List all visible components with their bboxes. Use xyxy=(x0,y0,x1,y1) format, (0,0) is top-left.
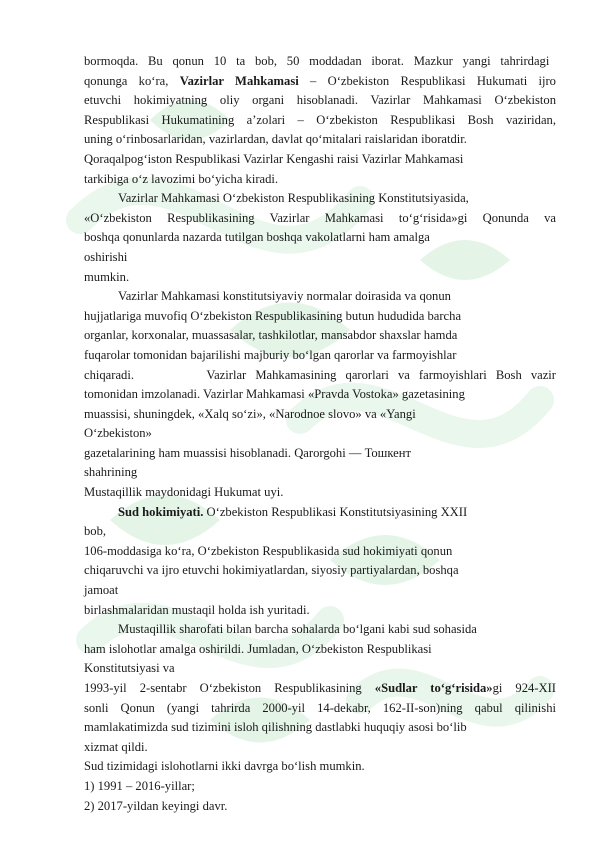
text-line xyxy=(84,777,556,797)
text-line xyxy=(84,228,556,248)
text-line xyxy=(84,581,556,601)
line-text: Mustaqillik sharofati bilan barcha sohalarda bo‘lgani kabi sud sohasida xyxy=(118,622,477,637)
line-text: gi 924-XII xyxy=(492,681,556,695)
line-text: organlar, korxonalar, muassasalar, tashkilotlar, mansabdor shaxslar hamda xyxy=(84,328,458,343)
line-text: Vazirlar Mahkamasi O‘zbekiston Respublikasining Konstitutsiyasida, xyxy=(118,191,469,206)
line-text: «O‘zbekiston Respublikasining Vazirlar Mahkamasi to‘g‘risida»gi Qonunda va xyxy=(84,210,556,225)
section-heading: Sud hokimiyati. xyxy=(118,504,204,519)
line-text: chiqaruvchi va ijro etuvchi hokimiyatlardan, siyosiy partiyalardan, boshqa xyxy=(84,563,459,578)
line-text: – O‘zbekiston Respublikasi Hukumati ijro xyxy=(298,73,556,88)
bold-term: «Sudlar to‘g‘risida» xyxy=(374,681,493,695)
line-text: fuqarolar tomonidan bajarilishi majburiy bo‘lgan qarorlar va farmoyishlar xyxy=(84,347,457,362)
text-line xyxy=(84,287,556,307)
text-line xyxy=(84,601,556,621)
line-text: jamoat xyxy=(84,583,119,598)
text-line xyxy=(84,248,556,268)
text-line xyxy=(84,189,556,209)
line-text: chiqaradi. Vazirlar Mahkamasining qarorlari va farmoyishlari Bosh vazir xyxy=(84,367,556,382)
document-page xyxy=(84,52,556,816)
text-line xyxy=(84,699,556,719)
text-line xyxy=(84,542,556,562)
line-text: xizmat qildi. xyxy=(84,739,148,754)
text-line xyxy=(84,463,556,483)
text-line xyxy=(84,366,556,386)
line-text: Respublikasi Hukumatining a’zolari – O‘zbekiston Respublikasi Bosh vaziridan, xyxy=(84,112,556,127)
bold-term: Vazirlar Mahkamasi xyxy=(179,73,299,88)
line-text: bormoqda. Bu qonun 10 ta bob, 50 moddadan iborat. Mazkur yangi tahrirdagi xyxy=(84,54,550,68)
line-text: gazetalarining ham muassisi hisoblanadi. Qarorgohi — Тошкент xyxy=(84,445,411,460)
text-line xyxy=(84,72,556,92)
line-text: hujjatlariga muvofiq O‘zbekiston Respublikasining butun hududida barcha xyxy=(84,308,462,323)
line-text: birlashmalaridan mustaqil holda ish yuritadi. xyxy=(84,602,310,617)
text-line xyxy=(84,52,556,72)
line-text: sonli Qonun (yangi tahrirda 2000-yil 14-dekabr, 162-II-son)ning qabul qilinishi xyxy=(84,700,556,715)
text-line xyxy=(84,346,556,366)
line-text: 1993-yil 2-sentabr O‘zbekiston Respublikasining xyxy=(84,681,375,695)
line-text: Konstitutsiyasi va xyxy=(84,661,175,676)
line-text: Vazirlar Mahkamasi konstitutsiyaviy normalar doirasida va qonun xyxy=(118,289,451,304)
text-line xyxy=(84,797,556,817)
line-text: Sud tizimidagi islohotlarni ikki davrga bo‘lish mumkin. xyxy=(84,759,365,774)
text-line xyxy=(84,424,556,444)
line-text: Mustaqillik maydonidagi Hukumat uyi. xyxy=(84,485,284,500)
line-text: shahrining xyxy=(84,465,138,480)
line-text: tarkibiga o‘z lavozimi bo‘yicha kiradi. xyxy=(84,171,279,186)
text-line xyxy=(84,444,556,464)
text-line xyxy=(84,91,556,111)
text-line xyxy=(84,170,556,190)
line-text: O‘zbekiston» xyxy=(84,426,152,441)
text-line xyxy=(84,326,556,346)
text-line xyxy=(84,307,556,327)
text-line xyxy=(84,111,556,131)
text-line xyxy=(84,522,556,542)
text-line xyxy=(84,150,556,170)
text-line xyxy=(84,718,556,738)
text-line xyxy=(84,503,556,523)
text-line xyxy=(84,483,556,503)
line-text: ham islohotlar amalga oshirildi. Jumladan, O‘zbekiston Respublikasi xyxy=(84,641,432,656)
text-line xyxy=(84,620,556,640)
line-text: muassisi, shuningdek, «Xalq so‘zi», «Narodnoe slovo» va «Yangi xyxy=(84,406,416,421)
line-text: tomonidan imzolanadi. Vazirlar Mahkamasi «Pravda Vostoka» gazetasining xyxy=(84,387,465,402)
line-text: O‘zbekiston Respublikasi Konstitutsiyasining XXII xyxy=(203,504,468,519)
text-line xyxy=(84,738,556,758)
text-line xyxy=(84,679,556,699)
text-line xyxy=(84,209,556,229)
text-line xyxy=(84,385,556,405)
line-text: uning o‘rinbosarlaridan, vazirlardan, davlat qo‘mitalari raislaridan iboratdir. xyxy=(84,132,467,147)
text-line xyxy=(84,757,556,777)
line-text: oshirishi xyxy=(84,249,128,264)
line-text: 2) 2017-yildan keyingi davr. xyxy=(84,798,228,813)
text-line xyxy=(84,640,556,660)
line-text: Qoraqalpog‘iston Respublikasi Vazirlar Kengashi raisi Vazirlar Mahkamasi xyxy=(84,151,464,166)
line-text: 106-moddasiga ko‘ra, O‘zbekiston Respublikasida sud hokimiyati qonun xyxy=(84,543,453,558)
line-text: mumkin. xyxy=(84,269,130,284)
line-text: 1) 1991 – 2016-yillar; xyxy=(84,778,195,793)
line-text: boshqa qonunlarda nazarda tutilgan boshqa vakolatlarni ham amalga xyxy=(84,230,430,245)
text-line xyxy=(84,405,556,425)
line-text: mamlakatimizda sud tizimini isloh qilishning dastlabki huquqiy asosi bo‘lib xyxy=(84,720,467,735)
text-line xyxy=(84,561,556,581)
line-text: qonunga ko‘ra, xyxy=(84,73,180,88)
text-line xyxy=(84,268,556,288)
text-line xyxy=(84,659,556,679)
line-text: etuvchi hokimiyatning oliy organi hisoblanadi. Vazirlar Mahkamasi O‘zbekiston xyxy=(84,93,556,108)
line-text: bob, xyxy=(84,524,107,539)
text-line xyxy=(84,130,556,150)
